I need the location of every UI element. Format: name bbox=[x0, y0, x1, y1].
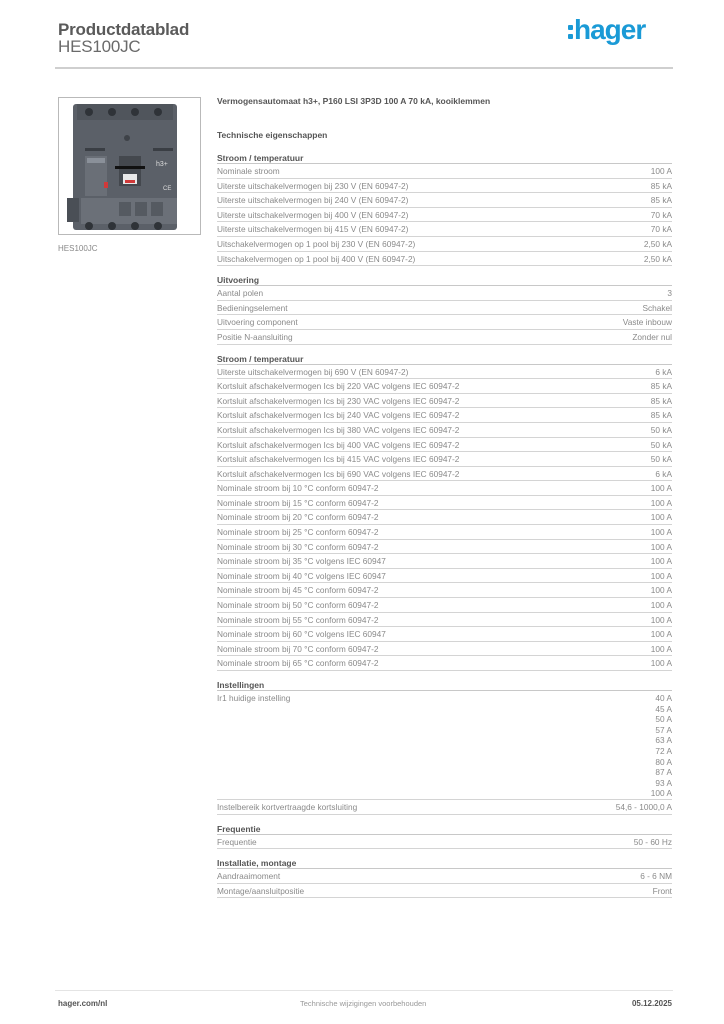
logo-text: hager bbox=[574, 14, 646, 45]
section-title: Frequentie bbox=[217, 823, 672, 835]
footer-website: hager.com/nl bbox=[58, 999, 108, 1008]
spec-value: 100 A bbox=[650, 629, 672, 640]
spec-row bbox=[217, 627, 672, 642]
spec-section bbox=[217, 679, 672, 815]
spec-value-option: 93 A bbox=[655, 777, 672, 788]
section-title: Stroom / temperatuur bbox=[217, 353, 672, 365]
spec-label: Kortsluit afschakelvermogen Ics bij 380 VAC volgens IEC 60947-2 bbox=[217, 424, 460, 435]
spec-label: Nominale stroom bij 70 °C conform 60947-2 bbox=[217, 643, 379, 654]
spec-row bbox=[217, 869, 672, 884]
spec-value: 85 kA bbox=[650, 381, 672, 392]
hager-logo bbox=[568, 14, 645, 46]
spec-row bbox=[217, 884, 672, 899]
spec-row bbox=[217, 496, 672, 511]
spec-value bbox=[651, 693, 672, 799]
spec-row bbox=[217, 642, 672, 657]
spec-value: 100 A bbox=[650, 483, 672, 494]
spec-row bbox=[217, 800, 672, 815]
spec-row bbox=[217, 237, 672, 252]
spec-label: Nominale stroom bij 65 °C conform 60947-2 bbox=[217, 658, 379, 669]
spec-label: Nominale stroom bij 45 °C conform 60947-2 bbox=[217, 585, 379, 596]
spec-row bbox=[217, 315, 672, 330]
spec-row bbox=[217, 554, 672, 569]
spec-label: Instelbereik kortvertraagde kortsluiting bbox=[217, 801, 358, 812]
spec-label: Nominale stroom bij 10 °C conform 60947-2 bbox=[217, 483, 379, 494]
spec-row bbox=[217, 525, 672, 540]
spec-value-option: 63 A bbox=[655, 735, 672, 746]
spec-value: 50 kA bbox=[650, 454, 672, 465]
spec-row bbox=[217, 252, 672, 267]
spec-row bbox=[217, 835, 672, 850]
spec-value: 100 A bbox=[650, 527, 672, 538]
svg-text:h3+: h3+ bbox=[156, 161, 168, 168]
footer-divider bbox=[55, 990, 673, 991]
spec-value: 100 A bbox=[650, 658, 672, 669]
spec-label: Nominale stroom bij 35 °C volgens IEC 60947 bbox=[217, 556, 386, 567]
spec-label: Frequentie bbox=[217, 836, 257, 847]
spec-label: Nominale stroom bij 40 °C volgens IEC 60947 bbox=[217, 570, 386, 581]
svg-text:CE: CE bbox=[163, 186, 172, 192]
spec-value: 6 - 6 NM bbox=[640, 871, 672, 882]
spec-value: Front bbox=[652, 885, 672, 896]
spec-label: Nominale stroom bij 50 °C conform 60947-2 bbox=[217, 600, 379, 611]
spec-value: Schakel bbox=[642, 302, 672, 313]
spec-section bbox=[217, 823, 672, 850]
spec-section bbox=[217, 857, 672, 898]
spec-value: 100 A bbox=[650, 643, 672, 654]
spec-value: 70 kA bbox=[650, 224, 672, 235]
spec-value: 54,6 - 1000,0 A bbox=[615, 801, 672, 812]
spec-value-option: 45 A bbox=[655, 703, 672, 714]
spec-value-option: 50 A bbox=[655, 714, 672, 725]
spec-row bbox=[217, 330, 672, 345]
spec-value: 50 kA bbox=[650, 439, 672, 450]
spec-row bbox=[217, 481, 672, 496]
spec-label: Kortsluit afschakelvermogen Ics bij 400 VAC volgens IEC 60947-2 bbox=[217, 439, 460, 450]
spec-section bbox=[217, 353, 672, 671]
spec-row bbox=[217, 583, 672, 598]
spec-value: 100 A bbox=[650, 570, 672, 581]
spec-label: Uiterste uitschakelvermogen bij 690 V (EN 60947-2) bbox=[217, 366, 409, 377]
spec-row bbox=[217, 222, 672, 237]
spec-value-option: 100 A bbox=[650, 788, 672, 799]
spec-row bbox=[217, 613, 672, 628]
spec-value: 6 kA bbox=[655, 468, 672, 479]
spec-value: 85 kA bbox=[650, 180, 672, 191]
spec-row bbox=[217, 286, 672, 301]
spec-section bbox=[217, 274, 672, 344]
spec-value-option: 57 A bbox=[655, 724, 672, 735]
spec-label: Aantal polen bbox=[217, 288, 264, 299]
product-image-caption: HES100JC bbox=[58, 244, 98, 253]
section-title: Instellingen bbox=[217, 679, 672, 691]
spec-value: Zonder nul bbox=[632, 331, 672, 342]
spec-value: 100 A bbox=[650, 497, 672, 508]
spec-label: Ir1 huidige instelling bbox=[217, 693, 291, 703]
product-code: HES100JC bbox=[58, 37, 141, 56]
spec-value: 100 A bbox=[650, 600, 672, 611]
spec-row bbox=[217, 365, 672, 380]
header-divider bbox=[55, 67, 673, 69]
spec-value: 50 - 60 Hz bbox=[633, 836, 672, 847]
spec-row bbox=[217, 569, 672, 584]
spec-label: Uiterste uitschakelvermogen bij 415 V (EN 60947-2) bbox=[217, 224, 409, 235]
spec-label: Uiterste uitschakelvermogen bij 400 V (EN 60947-2) bbox=[217, 209, 409, 220]
spec-value: 3 bbox=[667, 288, 672, 299]
footer-date: 05.12.2025 bbox=[631, 999, 672, 1008]
spec-value: 85 kA bbox=[650, 195, 672, 206]
product-image bbox=[58, 97, 201, 235]
spec-row bbox=[217, 179, 672, 194]
spec-label: Kortsluit afschakelvermogen Ics bij 415 VAC volgens IEC 60947-2 bbox=[217, 454, 460, 465]
spec-row bbox=[217, 301, 672, 316]
spec-value: 6 kA bbox=[655, 366, 672, 377]
spec-label: Kortsluit afschakelvermogen Ics bij 690 VAC volgens IEC 60947-2 bbox=[217, 468, 460, 479]
spec-value: 100 A bbox=[650, 614, 672, 625]
spec-label: Nominale stroom bij 60 °C volgens IEC 60947 bbox=[217, 629, 386, 640]
document-title: Productdatablad bbox=[58, 20, 190, 39]
spec-value: 100 A bbox=[650, 556, 672, 567]
spec-row bbox=[217, 208, 672, 223]
spec-label: Nominale stroom bij 20 °C conform 60947-2 bbox=[217, 512, 379, 523]
circuit-breaker-icon bbox=[59, 98, 200, 234]
spec-row bbox=[217, 510, 672, 525]
spec-value-option: 80 A bbox=[655, 756, 672, 767]
spec-row bbox=[217, 598, 672, 613]
spec-label: Nominale stroom bbox=[217, 166, 280, 176]
product-description: Vermogensautomaat h3+, P160 LSI 3P3D 100 A 70 kA, kooiklemmen bbox=[217, 96, 491, 106]
spec-value-option: 87 A bbox=[655, 767, 672, 778]
spec-value: 2,50 kA bbox=[643, 238, 672, 249]
spec-value: 50 kA bbox=[650, 424, 672, 435]
spec-label: Positie N-aansluiting bbox=[217, 331, 293, 342]
spec-value: 85 kA bbox=[650, 395, 672, 406]
spec-row bbox=[217, 656, 672, 671]
spec-label: Uitvoering component bbox=[217, 317, 298, 328]
spec-label: Nominale stroom bij 25 °C conform 60947-2 bbox=[217, 527, 379, 538]
spec-label: Kortsluit afschakelvermogen Ics bij 230 VAC volgens IEC 60947-2 bbox=[217, 395, 460, 406]
spec-label: Bedieningselement bbox=[217, 302, 288, 313]
spec-row bbox=[217, 540, 672, 555]
spec-value: 85 kA bbox=[650, 410, 672, 421]
spec-label: Uitschakelvermogen op 1 pool bij 400 V (EN 60947-2) bbox=[217, 253, 416, 264]
spec-row bbox=[217, 691, 672, 800]
spec-row bbox=[217, 452, 672, 467]
spec-value: 100 A bbox=[650, 585, 672, 596]
spec-label: Kortsluit afschakelvermogen Ics bij 220 VAC volgens IEC 60947-2 bbox=[217, 381, 460, 392]
spec-label: Uitschakelvermogen op 1 pool bij 230 V (EN 60947-2) bbox=[217, 238, 416, 249]
spec-row bbox=[217, 438, 672, 453]
spec-value-option: 40 A bbox=[655, 693, 672, 703]
spec-label: Aandraaimoment bbox=[217, 871, 281, 882]
section-title: Uitvoering bbox=[217, 274, 672, 286]
spec-value-option: 72 A bbox=[655, 745, 672, 756]
spec-label: Uiterste uitschakelvermogen bij 230 V (EN 60947-2) bbox=[217, 180, 409, 191]
section-title: Installatie, montage bbox=[217, 857, 672, 869]
spec-row bbox=[217, 408, 672, 423]
spec-label: Nominale stroom bij 30 °C conform 60947-2 bbox=[217, 541, 379, 552]
spec-row bbox=[217, 467, 672, 482]
spec-value: 70 kA bbox=[650, 209, 672, 220]
spec-row bbox=[217, 164, 672, 179]
spec-label: Nominale stroom bij 15 °C conform 60947-2 bbox=[217, 497, 379, 508]
section-title: Stroom / temperatuur bbox=[217, 152, 672, 164]
spec-section bbox=[217, 152, 672, 266]
spec-row bbox=[217, 423, 672, 438]
spec-label: Kortsluit afschakelvermogen Ics bij 240 VAC volgens IEC 60947-2 bbox=[217, 410, 460, 421]
spec-content bbox=[217, 96, 672, 906]
footer-disclaimer: Technische wijzigingen voorbehouden bbox=[300, 999, 427, 1008]
spec-row bbox=[217, 394, 672, 409]
spec-label: Uiterste uitschakelvermogen bij 240 V (EN 60947-2) bbox=[217, 195, 409, 206]
spec-label: Nominale stroom bij 55 °C conform 60947-2 bbox=[217, 614, 379, 625]
spec-row bbox=[217, 379, 672, 394]
spec-row bbox=[217, 193, 672, 208]
spec-value: 2,50 kA bbox=[643, 253, 672, 264]
spec-sections bbox=[217, 152, 672, 898]
spec-value: 100 A bbox=[650, 512, 672, 523]
spec-value: 100 A bbox=[650, 166, 672, 176]
spec-value: Vaste inbouw bbox=[622, 317, 672, 328]
spec-value: 100 A bbox=[650, 541, 672, 552]
technical-properties-heading: Technische eigenschappen bbox=[217, 130, 328, 140]
spec-label: Montage/aansluitpositie bbox=[217, 885, 305, 896]
